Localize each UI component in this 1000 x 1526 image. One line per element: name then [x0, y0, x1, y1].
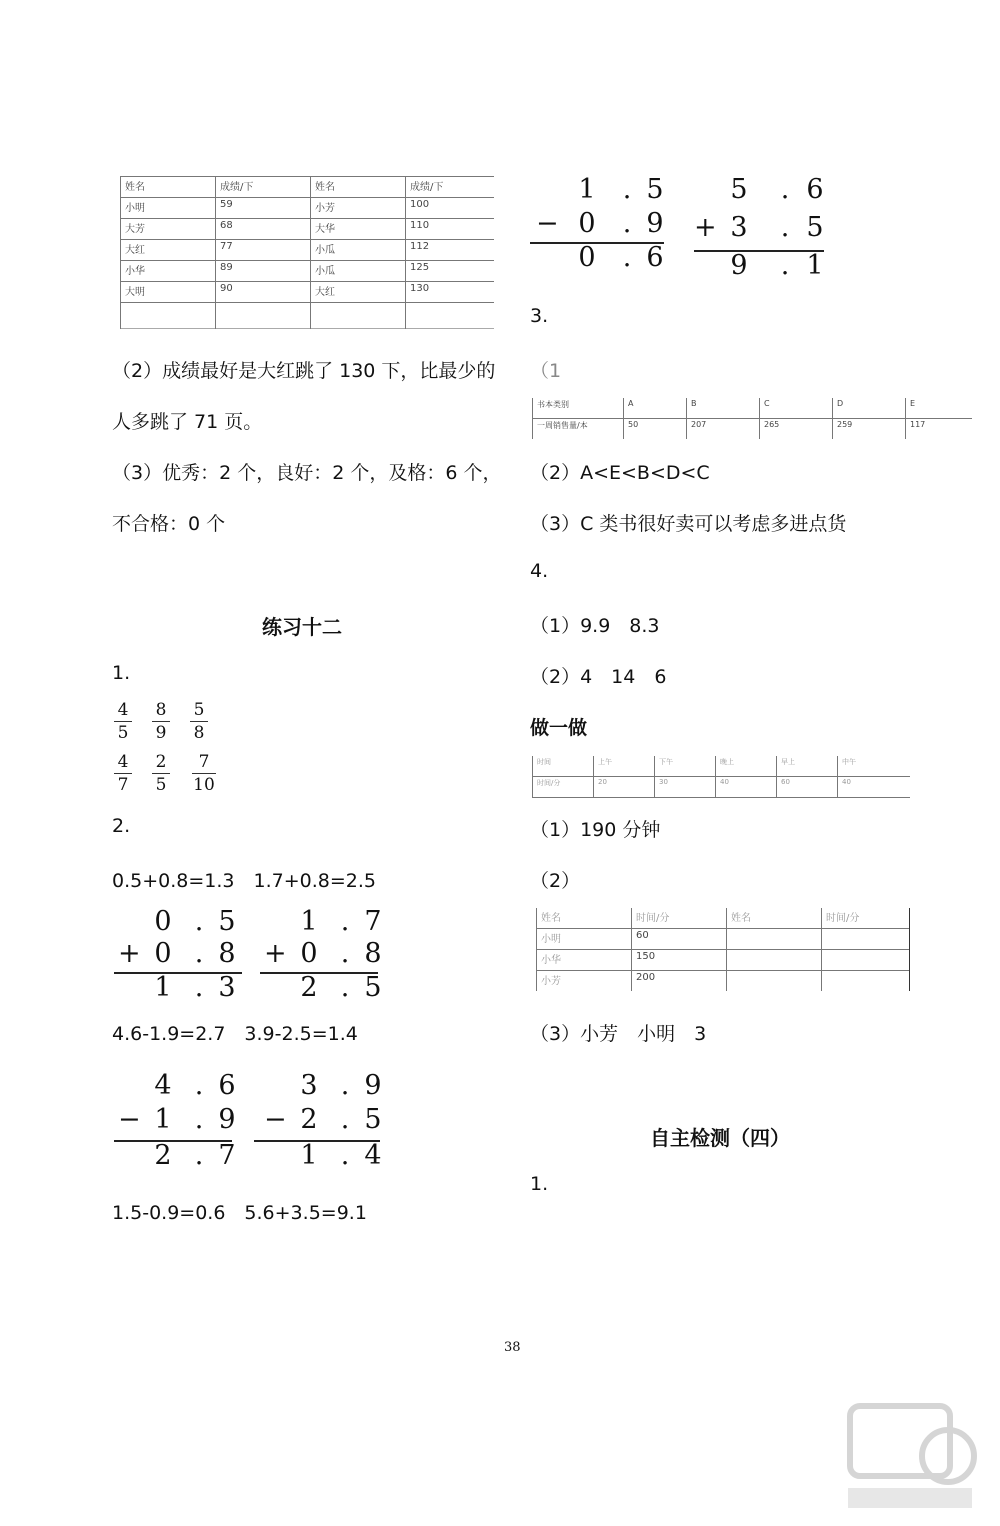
vertical-calculation: 4 . 6 − 1 . 9 2 . 7 [118, 1070, 238, 1170]
fraction: 4 5 [114, 700, 132, 743]
vertical-calculation: 1 . 5 − 0 . 9 0 . 6 [536, 174, 666, 274]
section-title: 练习十二 [262, 615, 342, 639]
table-row: 小明 60 [537, 929, 910, 950]
table-row: 一周销售量/本 50 207 265 259 117 [533, 419, 973, 440]
time-table [532, 756, 910, 798]
sub-item: （2） [530, 870, 581, 892]
vertical-calculation: 0 . 5 + 0 . 8 1 . 3 [118, 906, 238, 1006]
table-row: 小芳 200 [537, 971, 910, 992]
reading-table [536, 908, 910, 991]
table-row: 书本类别 A B C D E [533, 398, 973, 419]
item-label: 1. [530, 1173, 549, 1195]
answer-q3-line1: （3）优秀：2 个，良好：2 个，及格：6 个， [112, 462, 502, 484]
sales-table [532, 398, 972, 439]
table-row: 小华 89 小瓜 125 [121, 261, 495, 282]
fraction: 2 5 [152, 752, 170, 795]
table-row: 小明 59 小芳 100 [121, 198, 495, 219]
vertical-calculation: 3 . 9 − 2 . 5 1 . 4 [264, 1070, 384, 1170]
item-label: 2. [112, 815, 131, 837]
sub-item: （1）190 分钟 [530, 819, 661, 841]
sub-item: （1）9.9 8.3 [530, 615, 660, 637]
fraction: 5 8 [190, 700, 208, 743]
sub-item: （2）4 14 6 [530, 666, 667, 688]
item-label: 4. [530, 560, 549, 582]
score-table [120, 176, 494, 329]
fraction: 4 7 [114, 752, 132, 795]
equation: 4.6-1.9=2.7 3.9-2.5=1.4 [112, 1023, 358, 1045]
section-title: 自主检测（四） [650, 1126, 790, 1150]
table-row: 姓名 成绩/下 姓名 成绩/下 [121, 177, 495, 198]
table-row: 大芳 68 大华 110 [121, 219, 495, 240]
page-number: 38 [504, 1340, 521, 1355]
answer-q2-line2: 人多跳了 71 页。 [112, 411, 263, 433]
answer-q2-line1: （2）成绩最好是大红跳了 130 下，比最少的 [112, 360, 496, 382]
table-row: 姓名 时间/分 姓名 时间/分 [537, 908, 910, 929]
equation: 1.5-0.9=0.6 5.6+3.5=9.1 [112, 1202, 367, 1224]
sub-item: （3）小芳 小明 3 [530, 1023, 707, 1045]
vertical-calculation: 1 . 7 + 0 . 8 2 . 5 [264, 906, 384, 1006]
equation: 0.5+0.8=1.3 1.7+0.8=2.5 [112, 870, 376, 892]
fraction: 7 10 [193, 752, 215, 795]
answer-q3-line2: 不合格：0 个 [112, 513, 226, 535]
sub-item: （2）A<E<B<D<C [530, 462, 710, 484]
table-row: 大红 77 小瓜 112 [121, 240, 495, 261]
section-subtitle: 做一做 [530, 717, 588, 739]
table-row [121, 303, 495, 329]
sub-item: （3）C 类书很好卖可以考虑多进点货 [530, 513, 847, 535]
item-label: 3. [530, 305, 549, 327]
fraction: 8 9 [152, 700, 170, 743]
sub-item: （1 [530, 360, 562, 382]
watermark-logo-icon [840, 1396, 980, 1516]
table-row: 小华 150 [537, 950, 910, 971]
table-row: 时间/分 20 30 40 60 40 [533, 777, 911, 798]
table-row: 大明 90 大红 130 [121, 282, 495, 303]
table-row: 时间 上午 下午 晚上 早上 中午 [533, 756, 911, 777]
item-label: 1. [112, 662, 131, 684]
vertical-calculation: 5 . 6 + 3 . 5 9 . 1 [694, 174, 824, 281]
